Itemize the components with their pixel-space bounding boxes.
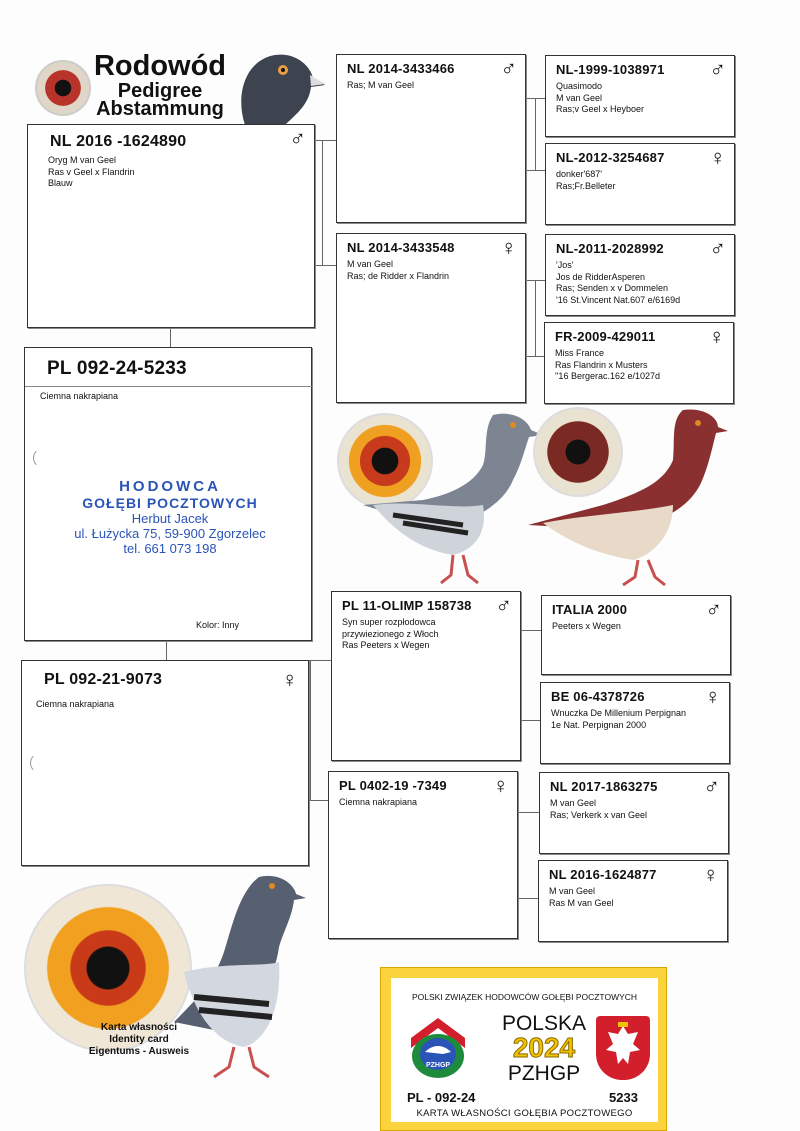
granddam-maternal-box [328,771,518,939]
connector [535,280,536,356]
ggp-ring: BE 06-4378726 [551,689,645,704]
card-footer: KARTA WŁASNOŚCI GOŁĘBIA POCZTOWEGO [416,1108,633,1119]
gp-ring: PL 0402-19 -7349 [339,778,447,793]
gp-info: Ras; M van Geel [347,80,415,90]
dam-info: Ciemna nakrapiana [36,699,115,709]
ggp-box [544,322,734,404]
male-icon: ♂ [709,236,726,261]
color-label: Kolor: Inny [195,620,239,630]
ggp-box [539,772,729,854]
female-icon: ♀ [702,862,719,887]
identity-card-graphic [24,872,324,1092]
female-icon: ♀ [492,773,509,798]
subject-ring: PL 092-24-5233 [47,358,187,379]
abbr-text: PZHGP [507,1062,581,1085]
connector [322,140,323,265]
connector [314,140,336,141]
ggp-box [540,682,730,764]
pzhgp-logo [403,1008,473,1082]
dam-ring: PL 092-21-9073 [44,671,163,688]
gp-ring: NL 2014-3433466 [347,61,455,76]
grandsire-paternal-box [336,54,526,223]
connector [520,720,541,721]
divider [25,386,313,387]
gp-ring: PL 11-OLIMP 158738 [342,598,472,613]
ggp-info: Miss France Ras Flandrin x Musters ''16 Bergerac.162 e/1027d [555,348,661,381]
ggp-info: Quasimodo M van Geel Ras;v Geel x Heyboer [556,81,645,114]
connector [314,265,336,266]
connector [535,98,536,170]
connector [525,356,545,357]
ring-prefix: PL - 092-24 [407,1090,476,1105]
female-icon: ♀ [281,667,298,692]
subject-box [24,347,312,641]
gp-ring: NL 2014-3433548 [347,240,455,255]
ggp-ring: NL 2016-1624877 [549,867,657,882]
identity-card-labels: Karta własności Identity card Eigentums - Ausweis [88,1022,190,1057]
country-text: POLSKA [501,1012,587,1035]
pigeon-icon [154,872,324,1092]
dam-box [21,660,309,866]
polish-eagle-icon [596,1016,650,1080]
connector [518,812,519,898]
pzhgp-ownership-card [380,967,667,1131]
title-en: Pedigree [117,80,203,102]
ggp-box [545,143,735,225]
punch-hole [33,448,53,468]
male-icon: ♂ [500,56,517,81]
title-de: Abstammung [96,98,224,120]
ggp-ring: NL-2011-2028992 [556,241,664,256]
header-logo [30,50,320,125]
male-icon: ♂ [495,593,512,618]
sire-box [27,124,315,328]
male-icon: ♂ [709,57,726,82]
grandsire-maternal-box [331,591,521,761]
connector [310,660,311,800]
ggp-info: M van Geel Ras; Verkerk x van Geel [550,798,648,820]
connector [166,641,167,661]
granddam-paternal-box [336,233,526,403]
connector [170,327,171,348]
female-icon: ♀ [704,684,721,709]
male-icon: ♂ [289,126,306,151]
ggp-ring: NL 2017-1863275 [550,779,658,794]
title-pl: Rodowód [93,50,227,82]
female-icon: ♀ [709,145,726,170]
org-name: POLSKI ZWIĄZEK HODOWCÓW GOŁĘBI POCZTOWYCH [411,992,638,1002]
ggp-info: 'Jos' Jos de RidderAsperen Ras; Senden x v Dommelen '16 St.Vincent Nat.607 e/6169d [556,260,681,305]
subject-info: Ciemna nakrapiana [40,391,119,401]
connector [525,170,545,171]
ggp-ring: NL-2012-3254687 [556,150,665,165]
gp-info: Ciemna nakrapiana [339,797,418,807]
gp-info: Syn super rozpłodowca przywiezionego z Włoch Ras Peeters x Wegen [342,617,439,650]
sire-ring: NL 2016 -1624890 [50,133,187,150]
year-text: 2024 [512,1032,576,1063]
pigeons-illustration [333,405,733,590]
ggp-info: donker'687' Ras;Fr.Belleter [556,169,616,191]
connector [518,898,539,899]
ggp-info: Peeters x Wegen [552,621,621,631]
ring-number: 5233 [609,1090,638,1105]
male-icon: ♂ [703,774,720,799]
female-icon: ♀ [500,235,517,260]
ggp-box [545,234,735,316]
ggp-box [545,55,735,137]
red-pigeon-icon [523,405,733,590]
male-icon: ♂ [705,597,722,622]
connector [518,812,539,813]
connector [520,630,541,631]
ggp-info: M van Geel Ras M van Geel [549,886,614,908]
ggp-ring: ITALIA 2000 [552,602,628,617]
ggp-box [538,860,728,942]
ggp-ring: FR-2009-429011 [555,329,656,344]
ggp-info: Wnuczka De Millenium Perpignan 1e Nat. Perpignan 2000 [551,708,687,730]
ggp-ring: NL-1999-1038971 [556,62,665,77]
breeder-stamp: HODOWCA GOŁĘBI POCZTOWYCH Herbut Jacek ul. Łużycka 75, 59-900 Zgorzelec tel. 661 073 198 [74,478,266,556]
sire-info: Oryg M van Geel Ras v Geel x Flandrin Blauw [48,155,135,188]
ggp-box [541,595,731,675]
female-icon: ♀ [708,324,725,349]
gp-info: M van Geel Ras; de Ridder x Flandrin [347,259,450,281]
punch-hole [30,753,50,773]
logo-text: PZHGP [425,1062,451,1069]
